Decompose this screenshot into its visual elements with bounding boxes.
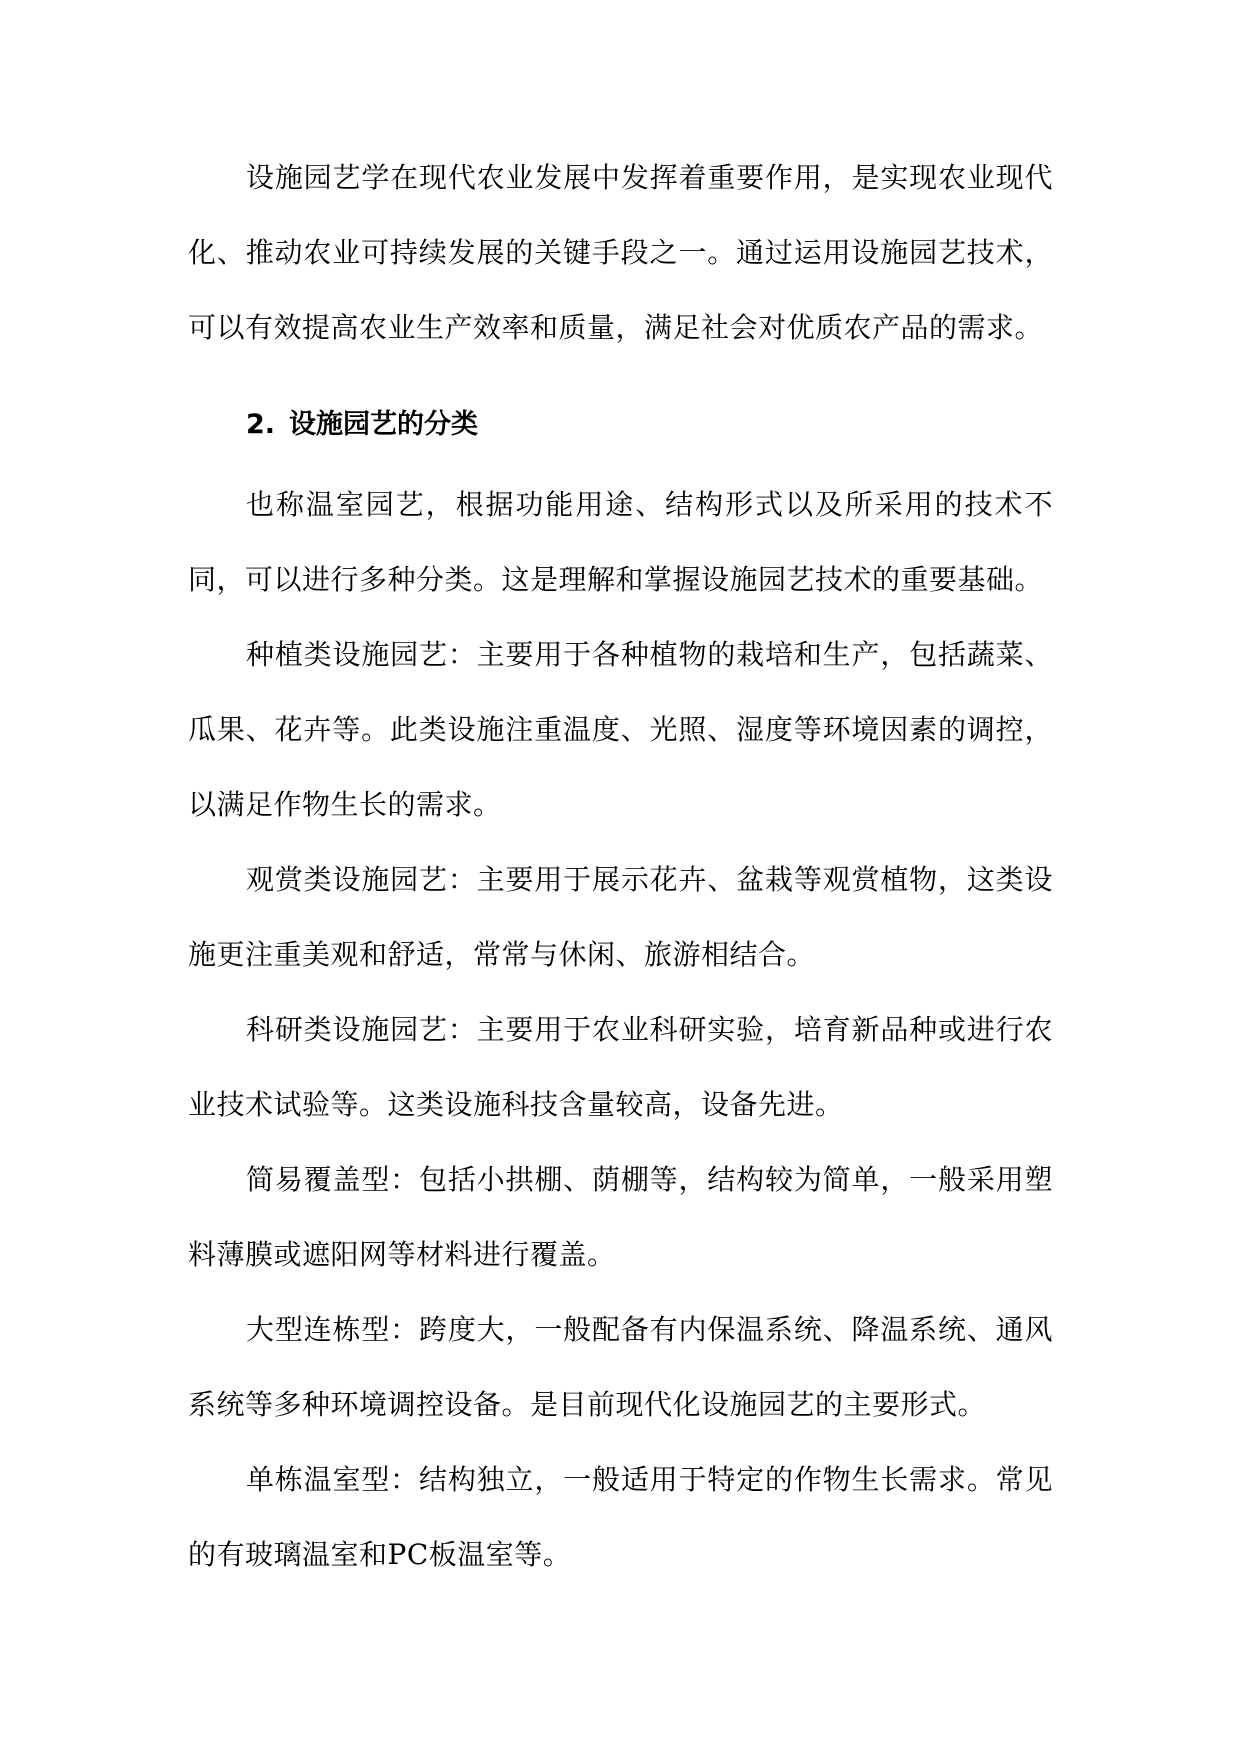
paragraph-simple-cover-type: 简易覆盖型：包括小拱棚、荫棚等，结构较为简单，一般采用塑料薄膜或遮阳网等材料进行覆盖。 [188, 1163, 1053, 1271]
paragraph-single-span-type: 单栋温室型：结构独立，一般适用于特定的作物生长需求。常见的有玻璃温室和PC板温室等。 [188, 1463, 1053, 1571]
paragraph-multi-span-type: 大型连栋型：跨度大，一般配备有内保温系统、降温系统、通风系统等多种环境调控设备。是目前现代化设施园艺的主要形式。 [188, 1313, 1053, 1421]
paragraph-overview: 也称温室园艺，根据功能用途、结构形式以及所采用的技术不同，可以进行多种分类。这是理解和掌握设施园艺技术的重要基础。 [188, 488, 1053, 596]
section-heading [188, 393, 1053, 457]
paragraph-research-type: 科研类设施园艺：主要用于农业科研实验，培育新品种或进行农业技术试验等。这类设施科技含量较高，设备先进。 [188, 1013, 1053, 1121]
document-body [188, 140, 1053, 1592]
section-title: 设施园艺的分类 [289, 409, 479, 440]
intro-paragraph: 设施园艺学在现代农业发展中发挥着重要作用，是实现农业现代化、推动农业可持续发展的关键手段之一。通过运用设施园艺技术，可以有效提高农业生产效率和质量，满足社会对优质农产品的需求。 [188, 161, 1053, 344]
paragraph-ornamental-type: 观赏类设施园艺：主要用于展示花卉、盆栽等观赏植物，这类设施更注重美观和舒适，常常与休闲、旅游相结合。 [188, 863, 1053, 971]
paragraph-planting-type: 种植类设施园艺：主要用于各种植物的栽培和生产，包括蔬菜、瓜果、花卉等。此类设施注重温度、光照、湿度等环境因素的调控，以满足作物生长的需求。 [188, 638, 1053, 821]
section-number: 2. [246, 409, 276, 440]
